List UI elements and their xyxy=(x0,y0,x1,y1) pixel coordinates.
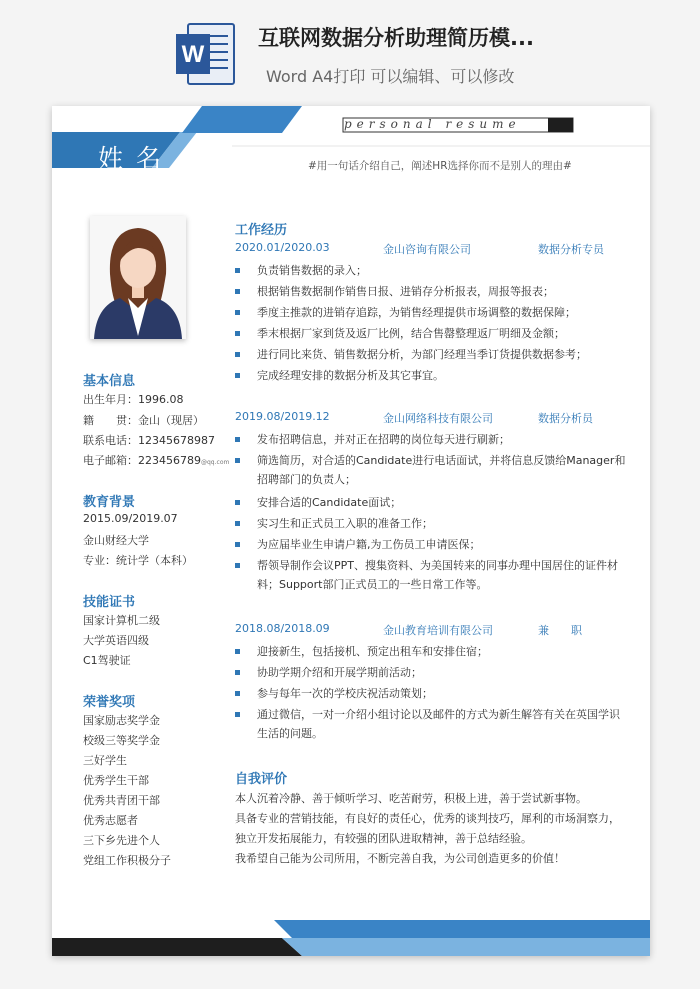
job-header xyxy=(235,622,635,638)
job-bullet: 进行同比来货、销售数据分析，为部门经理当季订货提供数据参考； xyxy=(235,345,630,364)
job-bullet: 根据销售数据制作销售日报、进销存分析报表，周报等报表； xyxy=(235,282,630,301)
honor-item: 优秀学生干部 xyxy=(83,774,149,787)
skill-item: C1驾驶证 xyxy=(83,654,131,667)
self-evaluation-text xyxy=(235,789,630,869)
job-date: 2019.08/2019.12 xyxy=(235,410,330,423)
document-subtitle: Word A4打印 可以编辑、可以修改 xyxy=(266,67,515,86)
job-company: 金山教育培训有限公司 xyxy=(383,624,493,637)
honor-item: 优秀志愿者 xyxy=(83,814,138,827)
honor-item: 校级三等奖学金 xyxy=(83,734,160,747)
job-bullet: 季末根据厂家到货及返厂比例，结合售罄整理返厂明细及金额； xyxy=(235,324,630,343)
job-bullet: 完成经理安排的数据分析及其它事宜。 xyxy=(235,366,630,385)
education-dates: 2015.09/2019.07 xyxy=(83,512,178,525)
job-position: 兼 职 xyxy=(538,624,582,637)
skills-heading: 技能证书 xyxy=(83,595,136,610)
job-header xyxy=(235,410,635,426)
basic-info-phone: 联系电话：12345678987 xyxy=(83,434,215,447)
job-bullet: 负责销售数据的录入； xyxy=(235,261,630,280)
email-value: 电子邮箱：223456789 xyxy=(83,454,201,467)
word-doc-icon[interactable] xyxy=(176,22,236,86)
document-title[interactable]: 互联网数据分析助理简历模... xyxy=(258,26,534,50)
basic-info-birth: 出生年月：1996.08 xyxy=(83,393,184,406)
education-heading: 教育背景 xyxy=(83,495,136,510)
honors-heading: 荣誉奖项 xyxy=(83,695,136,710)
job-bullet: 参与每年一次的学校庆祝活动策划； xyxy=(235,684,630,703)
email-suffix: @qq.com xyxy=(201,459,230,466)
honor-item: 三下乡先进个人 xyxy=(83,834,160,847)
resume-tagline: personal resume xyxy=(344,117,521,131)
job-bullet: 安排合适的Candidate面试； xyxy=(235,493,630,512)
word-icon-letter: W xyxy=(181,41,205,68)
job-company: 金山网络科技有限公司 xyxy=(383,412,493,425)
honor-item: 三好学生 xyxy=(83,754,127,767)
education-major: 专业：统计学（本科） xyxy=(83,554,193,567)
job-bullet: 季度主推款的进销存追踪，为销售经理提供市场调整的数据保障； xyxy=(235,303,630,322)
skill-item: 国家计算机二级 xyxy=(83,614,160,627)
honor-item: 党组工作积极分子 xyxy=(83,854,171,867)
basic-info-email xyxy=(83,452,229,468)
avatar-illustration xyxy=(90,216,186,339)
job-position: 数据分析员 xyxy=(538,412,593,425)
job-bullet: 为应届毕业生申请户籍,为工伤员工申请医保； xyxy=(235,535,630,554)
job-bullet: 筛选简历，对合适的Candidate进行电话面试，并将信息反馈给Manager和招聘部门的负责人； xyxy=(235,451,630,489)
honor-item: 优秀共青团干部 xyxy=(83,794,160,807)
job-company: 金山咨询有限公司 xyxy=(383,243,471,256)
job-header xyxy=(235,241,635,257)
honor-item: 国家励志奖学金 xyxy=(83,714,160,727)
job-bullet: 发布招聘信息，并对正在招聘的岗位每天进行刷新； xyxy=(235,430,630,449)
basic-info-hometown: 籍 贯：金山（现居） xyxy=(83,414,204,427)
footer-bars xyxy=(52,920,650,956)
job-bullet: 通过微信，一对一介绍小组讨论以及邮件的方式为新生解答有关在英国学识生活的问题。 xyxy=(235,705,630,743)
listing-header xyxy=(0,0,700,100)
evaluation-line: 我希望自己能为公司所用，不断完善自我，为公司创造更多的价值！ xyxy=(235,852,565,865)
evaluation-line: 具备专业的营销技能，有良好的责任心，优秀的谈判技巧，犀利的市场洞察力，独立开发拓展能力，有较强的团队进取精神，善于总结经验。 xyxy=(235,812,620,845)
resume-page xyxy=(52,106,650,956)
basic-info-heading: 基本信息 xyxy=(83,374,136,389)
candidate-name: 姓名 xyxy=(98,144,175,173)
job-date: 2020.01/2020.03 xyxy=(235,241,330,254)
evaluation-line: 本人沉着冷静、善于倾听学习、吃苦耐劳，积极上进，善于尝试新事物。 xyxy=(235,792,587,805)
job-bullet: 帮领导制作会议PPT、搜集资料、为美国转来的同事办理中国居住的证件材料；Support部门正式员工的一些日常工作等。 xyxy=(235,556,630,594)
job-bullet: 协助学期介绍和开展学期前活动； xyxy=(235,663,630,682)
profile-photo xyxy=(90,216,186,339)
work-experience-heading: 工作经历 xyxy=(235,223,288,238)
job-bullet: 实习生和正式员工入职的准备工作； xyxy=(235,514,630,533)
job-position: 数据分析专员 xyxy=(538,243,604,256)
education-school: 金山财经大学 xyxy=(83,534,149,547)
resume-motto: #用一句话介绍自己，阐述HR选择你而不是别人的理由# xyxy=(308,160,572,172)
self-evaluation-heading: 自我评价 xyxy=(235,772,288,787)
job-bullet: 迎接新生，包括接机、预定出租车和安排住宿； xyxy=(235,642,630,661)
job-date: 2018.08/2018.09 xyxy=(235,622,330,635)
skill-item: 大学英语四级 xyxy=(83,634,149,647)
